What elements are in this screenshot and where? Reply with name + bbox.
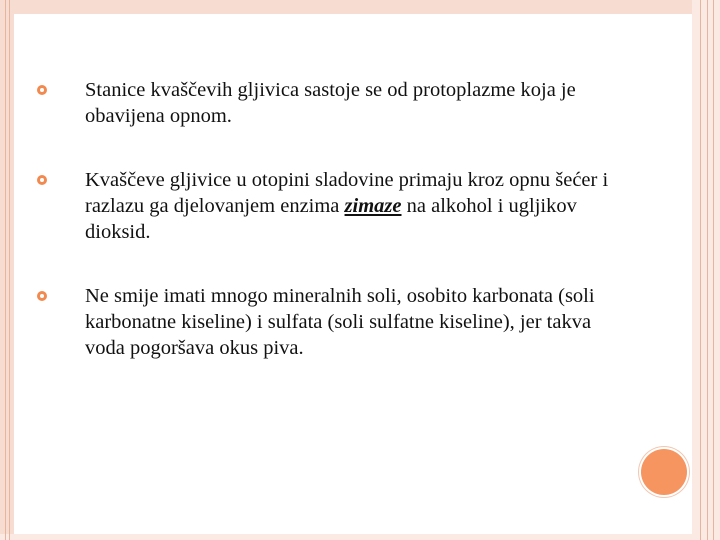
circle-bullet-icon xyxy=(36,84,48,96)
bullet-text xyxy=(85,169,608,243)
enzyme-name: zimaze xyxy=(344,195,402,217)
bullet-item xyxy=(36,167,636,245)
frame-line xyxy=(707,0,708,540)
frame-line xyxy=(700,0,701,540)
slide-frame-bottom xyxy=(0,534,720,540)
bullet-item xyxy=(36,283,636,361)
frame-line xyxy=(713,0,714,540)
bullet-item xyxy=(36,77,636,129)
bullet-text: Stanice kvaščevih gljivica sastoje se od protoplazme koja je obavijena opnom. xyxy=(85,79,576,127)
slide-frame-top xyxy=(0,0,720,14)
bullet-text: Ne smije imati mnogo mineralnih soli, osobito karbonata (soli karbonatne kiseline) i sulfata (soli sulfatne kiseline), jer takva voda pogoršava okus piva. xyxy=(85,285,595,359)
slide-frame-left xyxy=(0,0,14,540)
bullet-list xyxy=(36,77,636,361)
slide-content xyxy=(14,14,692,534)
frame-line xyxy=(9,0,10,540)
bullet-text-start: Kvaščeve gljivice u otopini sladovine primaju kroz opnu šećer i razlazu ga djelovanjem enzima xyxy=(85,169,609,217)
decorative-circle xyxy=(641,449,687,495)
bullet-text-end: na alkohol i ugljikov dioksid. xyxy=(85,195,577,243)
slide-frame-right xyxy=(692,0,720,540)
circle-bullet-icon xyxy=(36,174,48,186)
circle-bullet-icon xyxy=(36,290,48,302)
frame-line xyxy=(5,0,6,540)
